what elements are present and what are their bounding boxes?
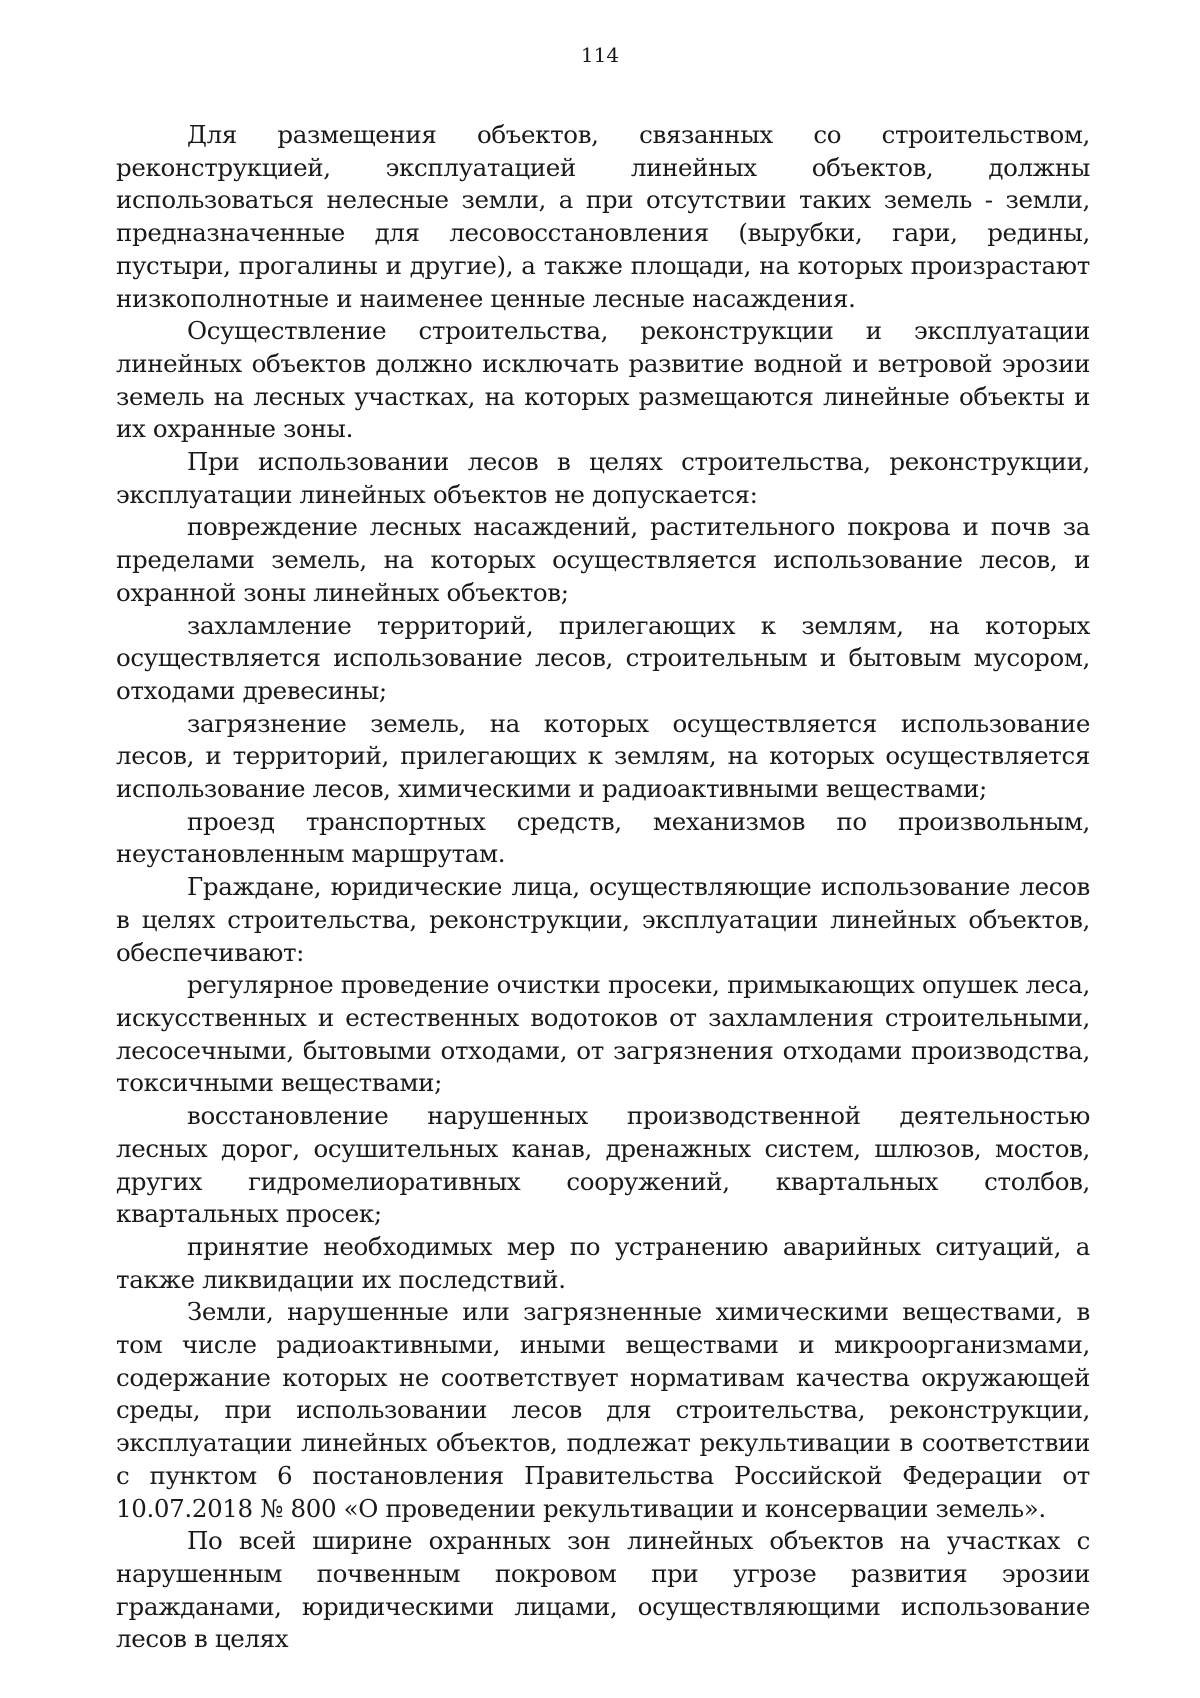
paragraph-prohibition-damage: повреждение лесных насаждений, растительного покрова и почв за пределами земель, на которых осуществляется использование лесов, и охранной зоны линейных объектов; [116, 512, 1090, 607]
paragraph-protective-zones: По всей ширине охранных зон линейных объектов на участках с нарушенным почвенным покровом при угрозе развития эрозии гражданами, юридическими лицами, осуществляющими использование лесов в целях [116, 1526, 1090, 1654]
paragraph-recultivation: Земли, нарушенные или загрязненные химическими веществами, в том числе радиоактивными, иными веществами и микроорганизмами, содержание которых не соответствует нормативам качества окружающей среды, при использовании лесов для строительства, реконструкции, эксплуатации линейных объектов, подлежат рекультивации в соответствии с пунктом 6 постановления Правительства Российской Федерации от 10.07.2018 № 800 «О проведении рекультивации и консервации земель». [116, 1297, 1090, 1523]
paragraph-obligations-intro: Граждане, юридические лица, осуществляющие использование лесов в целях строительства, реконструкции, эксплуатации линейных объектов, обеспечивают: [116, 872, 1090, 967]
paragraph-obligation-cleaning: регулярное проведение очистки просеки, примыкающих опушек леса, искусственных и естественных водотоков от захламления строительными, лесосечными, бытовыми отходами, от загрязнения отходами производства, токсичными веществами; [116, 970, 1090, 1098]
document-body [116, 119, 1090, 1656]
page-number: 114 [580, 43, 620, 67]
paragraph-prohibition-littering: захламление территорий, прилегающих к землям, на которых осуществляется использование лесов, строительным и бытовым мусором, отходами древесины; [116, 610, 1090, 705]
paragraph-obligation-emergency: принятие необходимых мер по устранению аварийных ситуаций, а также ликвидации их последствий. [116, 1231, 1090, 1294]
paragraph-prohibition-vehicles: проезд транспортных средств, механизмов по произвольным, неустановленным маршрутам. [116, 806, 1090, 869]
paragraph-prohibition-pollution: загрязнение земель, на которых осуществляется использование лесов, и территорий, прилегающих к землям, на которых осуществляется использование лесов, химическими и радиоактивными веществами; [116, 708, 1090, 804]
paragraph-land-placement: Для размещения объектов, связанных со строительством, реконструкцией, эксплуатацией линейных объектов, должны использоваться нелесные земли, а при отсутствии таких земель - земли, предназначенные для лесовосстановления (вырубки, гари, редины, пустыри, прогалины и другие), а также площади, на которых произрастают низкополнотные и наименее ценные лесные насаждения. [116, 120, 1090, 313]
paragraph-prohibitions-intro: При использовании лесов в целях строительства, реконструкции, эксплуатации линейных объектов не допускается: [116, 447, 1090, 509]
paragraph-erosion-prevention: Осуществление строительства, реконструкции и эксплуатации линейных объектов должно исключать развитие водной и ветровой эрозии земель на лесных участках, на которых размещаются линейные объекты и их охранные зоны. [116, 316, 1090, 444]
paragraph-obligation-restoration: восстановление нарушенных производственной деятельностью лесных дорог, осушительных канав, дренажных систем, шлюзов, мостов, других гидромелиоративных сооружений, квартальных столбов, квартальных просек; [116, 1101, 1090, 1229]
